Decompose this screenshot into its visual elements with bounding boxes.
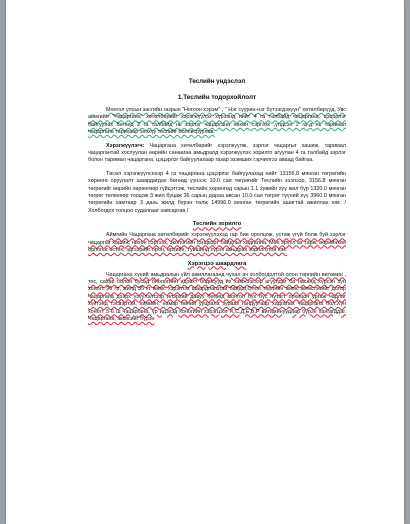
document-body	[88, 78, 346, 329]
paragraph-intro-text: Монгол улсын засгийн газрын "Ногоон хэрэм" , " Нэг сүүрин-нэг бүтээгдэхүүн" хөтөлбөрүүд, Увс аймгийн "Чацаргана" хөтөлбөрийг хэрэгжүүлэх хүрээнд нийт 4 га талбайд чацаргана, цэцэрлэг байгуулах бөгөөд 2 га талбайд нь зэрлэг чацаргана нөхөн сэргээх ,үлдсэн 2 га-д нь таримал чацаргана тарихаар энэхүү теслийг боловсруулав.	[88, 107, 346, 136]
paragraph-purpose	[88, 232, 346, 254]
paragraph-purpose-text: Аймгийн Чацаргана хөтөлбөрийг хэрэгжүүлэхэд гар бие оролцож, устаж үгүй болж буй зэрлэг чацаргыг хашиж, нөхөн сэргээх, экологийн тэнцвэрт байдлыг хадгална. Мөн эрүүл ах тарж, өөрийнхөө орлогыг өстөх, эдгээрийг орон, өрхийн, тувшинд хүрэх амьдрах зорилготой юм.	[88, 232, 346, 254]
paragraph-intro	[88, 107, 346, 137]
section-heading-purpose: Теслийн зорилго	[192, 221, 242, 228]
paragraph-financing	[88, 171, 346, 215]
implementer-term: Хэрэгжүүлэгч:	[106, 142, 145, 149]
implementer-text: Чацаргана хөтөлбөрийг хэрэгжүүлж, зэрлэг чацаргыг хашиж, таримал чацаргантай хослуулан өөрийн санаагаа амьдралд хэрэгжүүлэх зорилго агуулан 4 га талбайд зэрлэг болон таримал чацаргана, цэцэрлэг байгуулахаар газар эзэмших гэрчилгээ аваад байгаа.	[88, 142, 346, 164]
paragraph-financing-text: Төсөл хэрэгжүүлснээр 4 га чацаргана цэцэрлэг байгуулахад нийт 13156,8 мянган төгрөгийн хөрөнгө оруулалт шаардагдах бөгөөд үүнээс 10.0 сая төгрөгийг Теслийн зээлээр, 3156.8 мянган төгрөгийг өөрийн хөрөнгөөр гүйцэтгэж, теслийн хөрөнгөд сарын 1.1 хувийн хүү жил бүр 1320.0 мянган төгрөг төлөхөөр тооцож 3 жил буцаж 36 сарын дараа авсан 10.0 сая төгрөг түүний хүү 3960.0 мянган төгрөгийн хамтаар 3 дахь жилд бүрэн төлж 14996.0 мянган төгрөгийн ашигтай ажиллах юм. /Холбогдох тооцоо судалгааг хавсаргав./	[88, 170, 346, 214]
paragraph-implementer	[88, 143, 346, 165]
document-page	[6, 0, 404, 524]
document-title: Теслийн үндэслэл	[188, 78, 246, 85]
section-heading-needs: Хэрэгцээ шаардлага	[187, 260, 247, 267]
section-heading-definition: 1.Теслийн тодорхойлолт	[177, 94, 257, 101]
paragraph-needs-text: Чацаргана хүний амьдралын үйл ажиллагаанд чухал ач холбогдолтой олон төрлийн витамин , тос, сахар болон бусад биологийн идэвхт бодисууд их хэмжээгээр агуулдаг ба насанд хүрсэн хүн хоногт 96 гр, жилд 35 кг жимс хэрэглэх шаардлагатай байдаг.Олон төрлийн жимс жимсгэнийг дотор чацаргана дээрх үзүүлэлтээр илэрхий давуу бөгөөд монгол бүх бүс нутагт орхицон ургаж чадлаг хүйтэнд тэсвэртэй, химийн, намар өөний ууцрала зураах гандуугаар хадгалах чацаргана бол.Хүн хоногт 5-6 ш чацаргана, үр идэхэд хоногийн хэрэгцээт K,C,Д,E,B,P витаминуудаар бүрэн хангагддаг. Чацаргана, жимсийг бүрэн	[88, 271, 346, 322]
paragraph-needs	[88, 272, 346, 324]
